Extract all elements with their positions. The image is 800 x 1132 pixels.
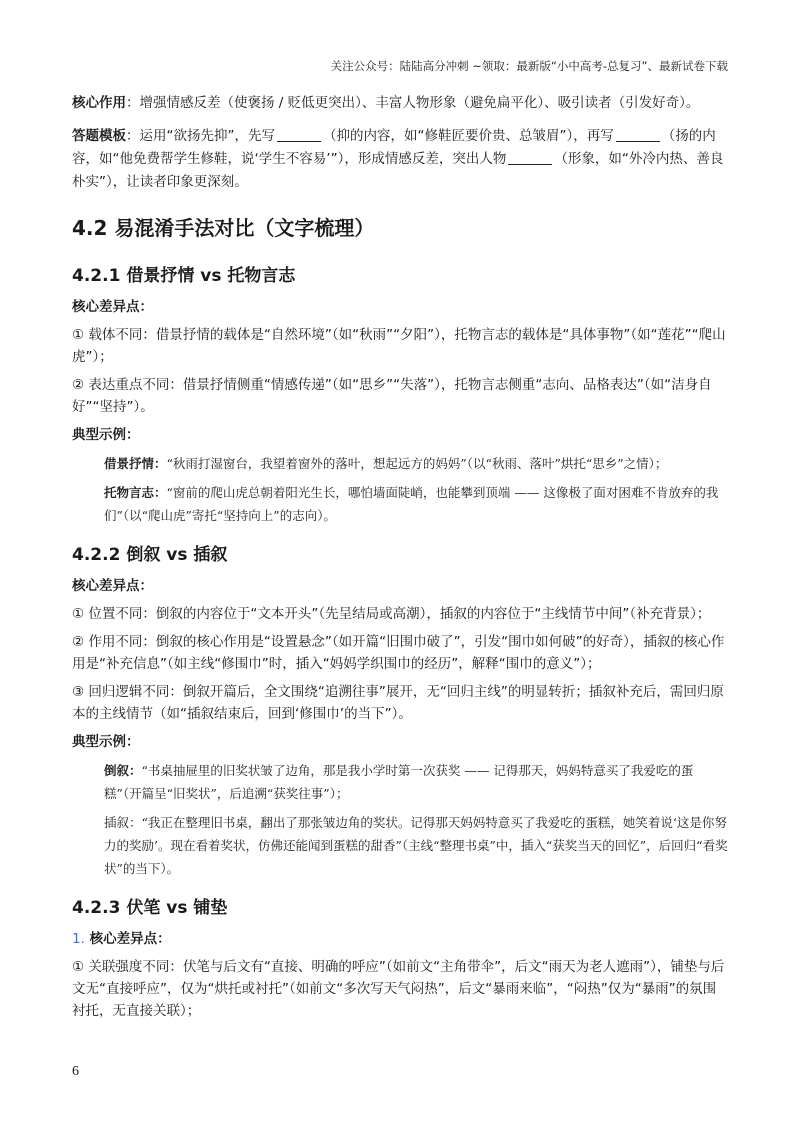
example-item	[72, 759, 728, 805]
section-heading-4-2: 4.2 易混淆手法对比（文字梳理）	[72, 216, 375, 240]
example-label: 典型示例：	[72, 427, 140, 443]
difference-item: ① 位置不同：倒叙的内容位于“文本开头”（先呈结局或高潮），插叙的内容位于“主线情节中间”（补充背景）；	[72, 606, 711, 622]
example-label: 典型示例：	[72, 734, 140, 750]
list-number: 1.	[72, 931, 85, 947]
example-item	[72, 811, 728, 880]
difference-item: ② 作用不同：倒叙的核心作用是“设置悬念”（如开篇“旧围巾破了”，引发“围巾如何破”的好奇），插叙的核心作用是“补充信息”（如主线“修围巾”时，插入“妈妈学织围巾的经历”，解释“围巾的意义”）；	[72, 634, 725, 672]
core-function-paragraph	[72, 92, 728, 115]
core-difference-label: 核心差异点：	[72, 578, 153, 594]
core-difference-label	[72, 928, 728, 950]
document-body	[72, 92, 728, 1028]
example-tag: 倒叙：	[104, 763, 142, 778]
template-text-2: （抑的内容，如“修鞋匠要价贵、总皱眉”），再写	[323, 128, 614, 144]
section-heading-4-2-3: 4.2.3 伏笔 vs 铺垫	[72, 898, 228, 918]
page-header: 关注公众号：陆陆高分冲刺 ~领取：最新版“小中高考-总复习”、最新试卷下载	[330, 59, 728, 73]
fill-blank	[616, 127, 660, 142]
answer-template-label: 答题模板	[72, 128, 126, 144]
example-item	[72, 452, 728, 475]
difference-item: ② 表达重点不同：借景抒情侧重“情感传递”（如“思乡”“失落”），托物言志侧重“志向、品格表达”（如“洁身自好”“坚持”）。	[72, 377, 712, 415]
example-tag: 插叙：	[104, 815, 142, 830]
section-heading-4-2-1: 4.2.1 借景抒情 vs 托物言志	[72, 266, 296, 286]
example-item	[72, 481, 728, 527]
fill-blank	[508, 150, 552, 165]
section-heading-4-2-2: 4.2.2 倒叙 vs 插叙	[72, 545, 228, 565]
difference-item: ① 载体不同：借景抒情的载体是“自然环境”（如“秋雨”“夕阳”），托物言志的载体是“具体事物”（如“莲花”“爬山虎”）；	[72, 327, 726, 365]
example-text: “书桌抽屉里的旧奖状皱了边角，那是我小学时第一次获奖 —— 记得那天，妈妈特意买了我爱吃的蛋糕”（开篇呈“旧奖状”，后追溯“获奖往事”）；	[104, 763, 694, 801]
example-tag: 借景抒情：	[104, 456, 167, 471]
example-tag: 托物言志：	[104, 485, 167, 500]
example-text: “我正在整理旧书桌，翻出了那张皱边角的奖状。记得那天妈妈特意买了我爱吃的蛋糕，她笑着说‘这是你努力的奖励’。现在看着奖状，仿佛还能闻到蛋糕的甜香”（主线“整理书桌”中，插入“获奖当天的回忆”，后回归“看奖状”的当下）。	[104, 815, 728, 876]
answer-template-paragraph	[72, 125, 728, 194]
difference-item: ① 关联强度不同：伏笔与后文有“直接、明确的呼应”（如前文“主角带伞”，后文“雨天为老人遮雨”），铺垫与后文无“直接呼应”，仅为“烘托或衬托”（如前文“多次写天气闷热”，后文“暴雨来临”，“闷热”仅为“暴雨”的氛围衬托，无直接关联）；	[72, 959, 725, 1019]
page-number: 6	[72, 1064, 79, 1079]
template-text-3: （扬的内容，如“他免费帮学生修鞋，说‘学生不容易’”），形成情感反差，突出人物	[72, 128, 716, 167]
template-text-4: （形象，如“外冷内热、善良朴实”），让读者印象更深刻。	[72, 151, 724, 190]
core-function-label: 核心作用	[72, 95, 126, 111]
template-text-1: ：运用“欲扬先抑”，先写	[126, 128, 275, 144]
example-text: “秋雨打湿窗台，我望着窗外的落叶，想起远方的妈妈”（以“秋雨、落叶”烘托“思乡”之情）；	[166, 456, 668, 471]
core-function-text: ：增强情感反差（使褒扬 / 贬低更突出）、丰富人物形象（避免扁平化）、吸引读者（引发好奇）。	[126, 95, 700, 111]
label-text: 核心差异点：	[89, 931, 171, 947]
fill-blank	[277, 127, 321, 142]
core-difference-label: 核心差异点：	[72, 299, 153, 315]
difference-item: ③ 回归逻辑不同：倒叙开篇后，全文围绕“追溯往事”展开，无“回归主线”的明显转折；插叙补充后，需回归原本的主线情节（如“插叙结束后，回到‘修围巾’的当下”）。	[72, 684, 724, 722]
example-text: “窗前的爬山虎总朝着阳光生长，哪怕墙面陡峭，也能攀到顶端 —— 这像极了面对困难不肯放弃的我们”（以“爬山虎”寄托“坚持向上”的志向）。	[104, 485, 719, 523]
